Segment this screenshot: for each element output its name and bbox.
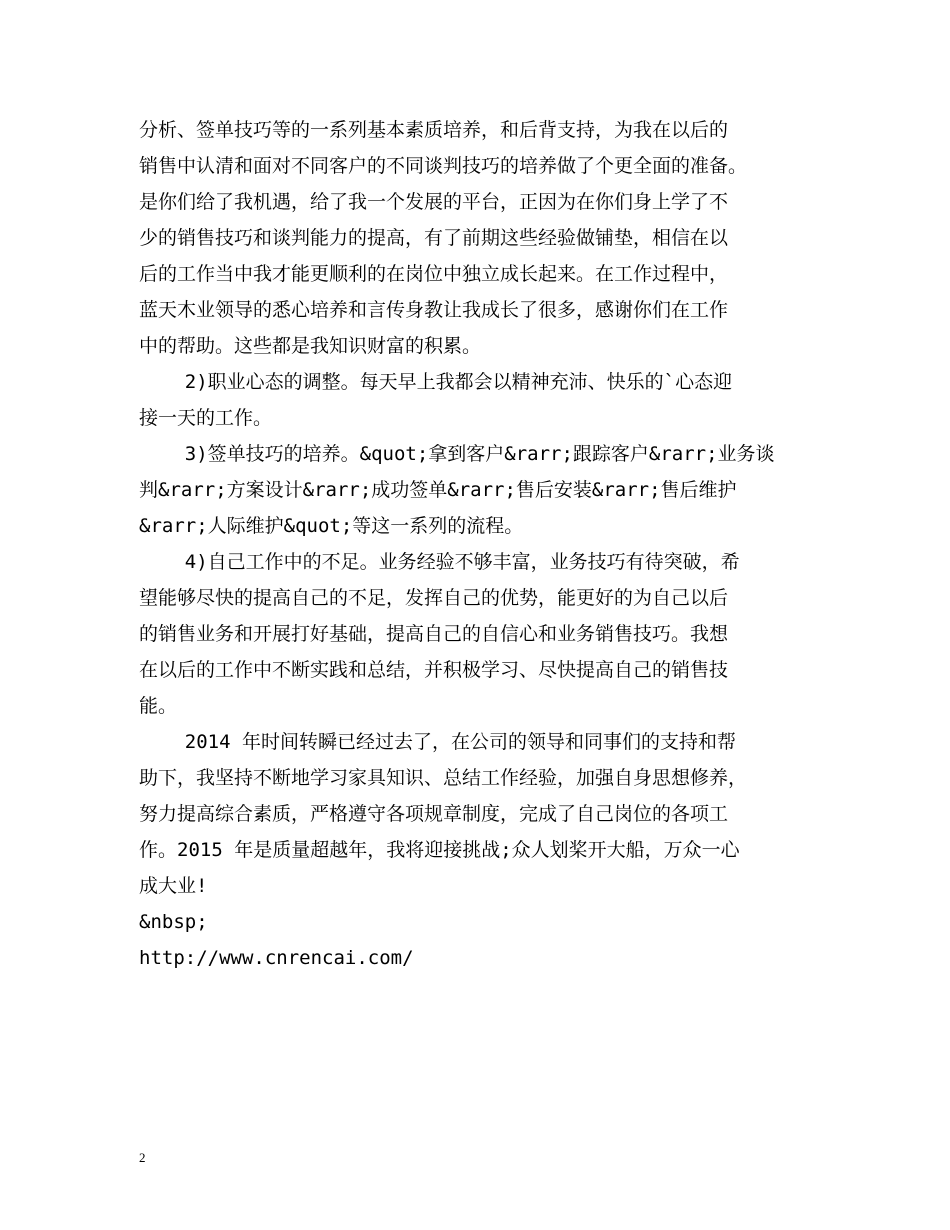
paragraph-3-line: 3)签单技巧的培养。&quot;拿到客户&rarr;跟踪客户&rarr;业务谈	[139, 443, 775, 465]
text-line: 能。	[139, 695, 178, 717]
paragraph-2-line: 2)职业心态的调整。每天早上我都会以精神充沛、快乐的`心态迎	[139, 371, 733, 393]
page-number: 2	[139, 1150, 146, 1165]
text-line: 成大业!	[139, 875, 208, 897]
text-line: 少的销售技巧和谈判能力的提高，有了前期这些经验做铺垫，相信在以	[139, 227, 729, 249]
text-line: 后的工作当中我才能更顺利的在岗位中独立成长起来。在工作过程中，	[139, 263, 729, 285]
text-line: &rarr;人际维护&quot;等这一系列的流程。	[139, 515, 524, 537]
text-line: 在以后的工作中不断实践和总结，并积极学习、尽快提高自己的销售技	[139, 659, 729, 681]
paragraph-5-line: 2014 年时间转瞬已经过去了，在公司的领导和同事们的支持和帮	[139, 731, 736, 753]
text-line: 接一天的工作。	[139, 407, 273, 429]
text-line: 作。2015 年是质量超越年，我将迎接挑战;众人划桨开大船，万众一心	[139, 839, 740, 861]
text-line: 的销售业务和开展打好基础，提高自己的自信心和业务销售技巧。我想	[139, 623, 729, 645]
text-line: 努力提高综合素质，严格遵守各项规章制度，完成了自己岗位的各项工	[139, 803, 729, 825]
text-line: 望能够尽快的提高自己的不足，发挥自己的优势，能更好的为自己以后	[139, 587, 729, 609]
text-line: 销售中认清和面对不同客户的不同谈判技巧的培养做了个更全面的准备。	[139, 155, 748, 177]
text-line: 蓝天木业领导的悉心培养和言传身教让我成长了很多，感谢你们在工作	[139, 299, 729, 321]
text-line: 是你们给了我机遇，给了我一个发展的平台，正因为在你们身上学了不	[139, 191, 729, 213]
nbsp-line: &nbsp;	[139, 911, 208, 933]
text-line: 中的帮助。这些都是我知识财富的积累。	[139, 335, 482, 357]
text-line: 助下，我坚持不断地学习家具知识、总结工作经验，加强自身思想修养，	[139, 767, 748, 789]
url-line: http://www.cnrencai.com/	[139, 947, 414, 969]
text-line: 判&rarr;方案设计&rarr;成功签单&rarr;售后安装&rarr;售后维护	[139, 479, 737, 501]
text-line: 分析、签单技巧等的一系列基本素质培养，和后背支持，为我在以后的	[139, 119, 729, 141]
document-body	[139, 112, 819, 976]
paragraph-4-line: 4)自己工作中的不足。业务经验不够丰富，业务技巧有待突破，希	[139, 551, 740, 573]
